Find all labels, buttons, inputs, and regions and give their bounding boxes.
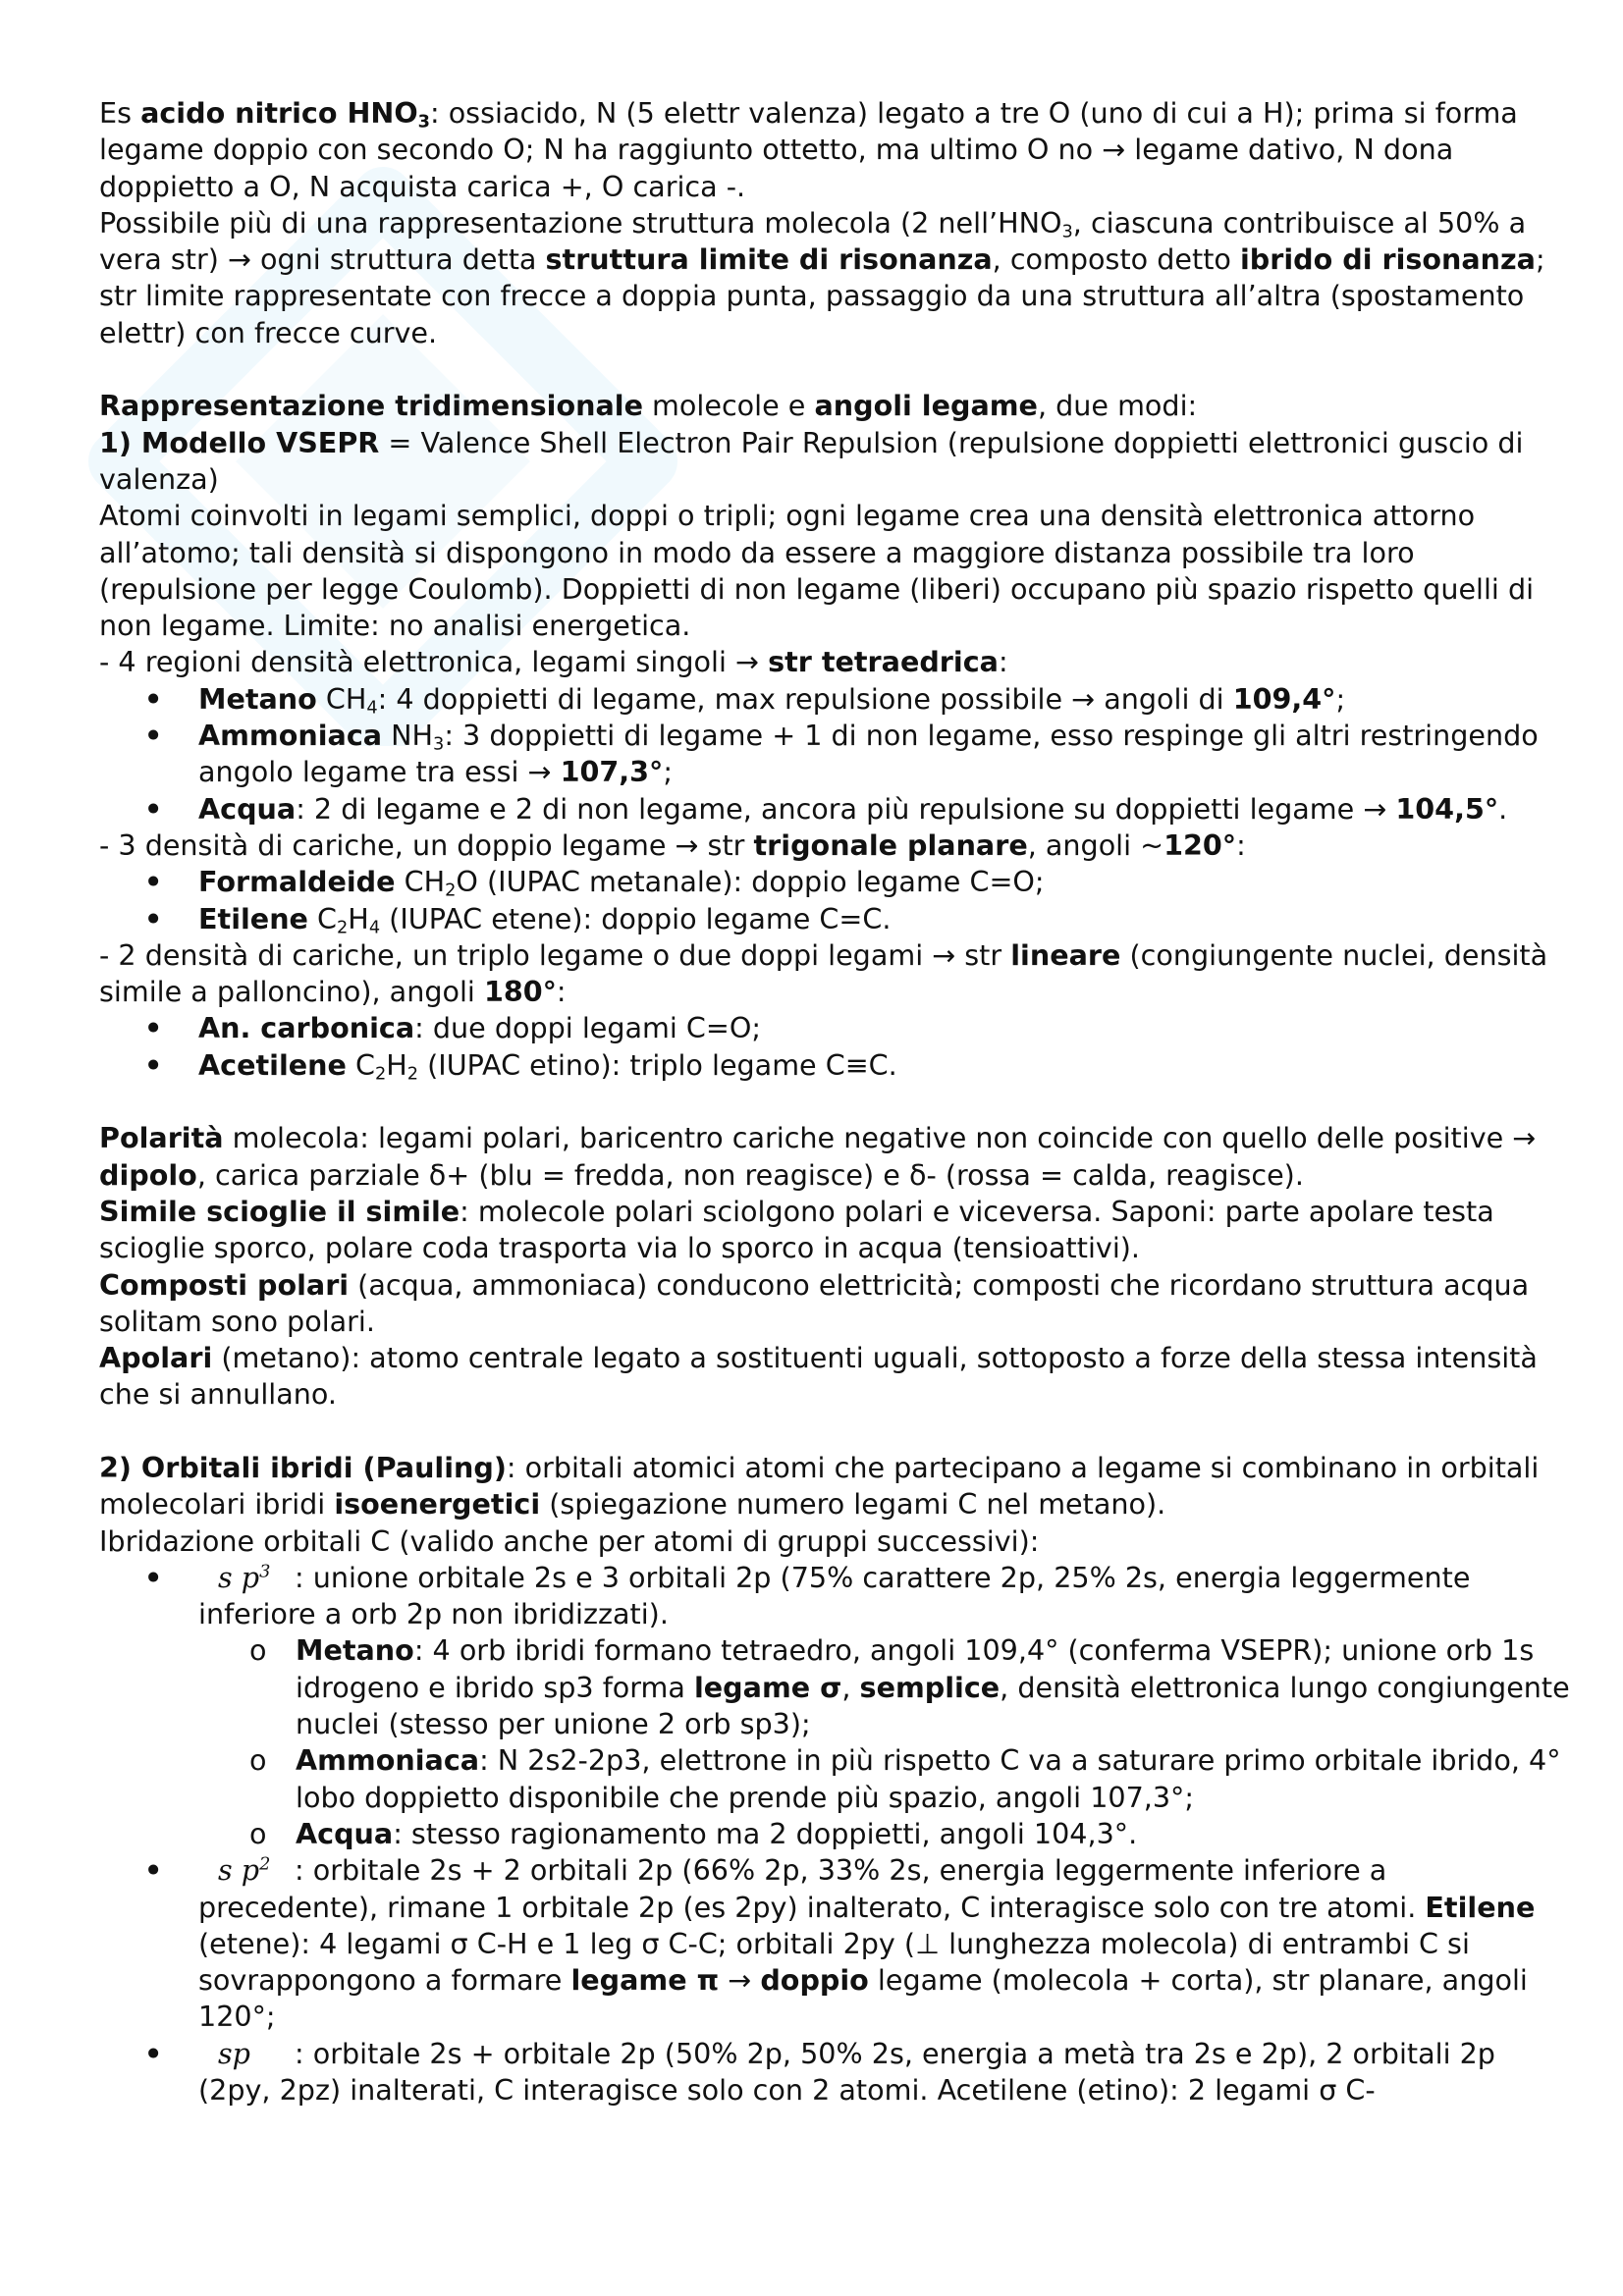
bold-text: doppio xyxy=(760,1963,869,1998)
text: (etene): 4 legami σ C-H e 1 leg σ C-C; orbitali 2py (⊥ lunghezza molecola) di entrambi C si sovrappongono a formare xyxy=(198,1926,1470,1998)
text: , due modi: xyxy=(1037,389,1198,423)
bold-text: legame π xyxy=(570,1963,720,1998)
text: (spiegazione numero legami C nel metano). xyxy=(540,1487,1166,1522)
subscript: 2 xyxy=(374,1064,387,1085)
text: Es xyxy=(99,96,141,130)
bold-text: 180° xyxy=(483,975,557,1009)
list-item-an-carbonica xyxy=(99,1010,1572,1046)
text: : xyxy=(998,645,1008,679)
list-item-metano xyxy=(99,681,1572,718)
subscript: 2 xyxy=(406,1064,419,1085)
bold-text: Metano xyxy=(296,1633,414,1668)
bold-text: Metano xyxy=(198,681,317,716)
text: , carica parziale δ+ (blu = fredda, non reagisce) e δ- (rossa = calda, reagisce). xyxy=(196,1157,1304,1192)
bold-text: 120° xyxy=(1163,828,1237,862)
superscript: 3 xyxy=(259,1562,271,1582)
subscript: 3 xyxy=(433,734,445,755)
paragraph-polarita xyxy=(99,1120,1572,1194)
text: CH xyxy=(316,681,367,716)
sublist-item-metano xyxy=(197,1632,1572,1742)
text: : unione orbitale 2s e 3 orbitali 2p (75% carattere 2p, 25% 2s, energia leggermente inferiore a orb 2p non ibridizzati). xyxy=(198,1560,1471,1631)
subscript: 3 xyxy=(1061,222,1073,242)
text: Atomi coinvolti in legami semplici, doppi o tripli; ogni legame crea una densità elettronica attorno all’atomo; tali densità si dispongono in modo da essere a maggiore distanza possibile tra loro (repulsione per legge Coulomb). Doppietti di non legame (liberi) occupano più spazio rispetto quelli di non legame. Limite: no analisi energetica. xyxy=(99,499,1535,643)
bold-text: Simile scioglie il simile xyxy=(99,1194,460,1228)
bold-text: Etilene xyxy=(198,901,308,935)
tetrahedral-list xyxy=(99,681,1572,828)
text: : orbitale 2s + 2 orbitali 2p (66% 2p, 33% 2s, energia leggermente inferiore a precedente), rimane 1 orbitale 2p (es 2py) inalterato, C interagisce solo con tre atomi. xyxy=(198,1853,1426,1924)
text: : stesso ragionamento ma 2 doppietti, angoli 104,3°. xyxy=(393,1816,1138,1850)
list-item-sp3 xyxy=(99,1560,1572,1852)
subscript: 3 xyxy=(417,112,430,133)
list-item-etilene xyxy=(99,901,1572,937)
text: ; xyxy=(1335,681,1346,716)
bold-text: An. carbonica xyxy=(198,1011,415,1045)
text: Possibile più di una rappresentazione struttura molecola (2 nell’HNO xyxy=(99,205,1062,240)
bold-text: Polarità xyxy=(99,1121,224,1155)
text: : 4 doppietti di legame, max repulsione possibile → angoli di xyxy=(377,681,1233,716)
list-item-acqua xyxy=(99,791,1572,828)
superscript: 2 xyxy=(259,1854,271,1875)
blank-line xyxy=(99,351,1572,388)
subscript: 4 xyxy=(366,698,378,719)
paragraph-vsepr-title xyxy=(99,425,1572,499)
text: : due doppi legami C=O; xyxy=(414,1011,761,1045)
subscript: 2 xyxy=(445,881,457,901)
paragraph-3d-representation xyxy=(99,388,1572,424)
text: : 2 di legame e 2 di non legame, ancora più repulsione su doppietti legame → xyxy=(296,791,1396,826)
text: : 4 orb ibridi formano tetraedro, angoli 109,4° (conferma VSEPR); unione orb 1s idrogeno e ibrido sp3 forma xyxy=(296,1633,1535,1704)
text: legame (molecola + corta), str planare, angoli 120°; xyxy=(198,1963,1528,2034)
text: : N 2s2-2p3, elettrone in più rispetto C va a saturare primo orbitale ibrido, 4° lobo doppietto disponibile che prende più spazio, angoli 107,3°; xyxy=(296,1743,1561,1814)
sp3-formula xyxy=(198,1560,295,1596)
formula-text: s p xyxy=(218,1560,260,1594)
paragraph-hno3 xyxy=(99,95,1572,205)
list-item-formaldeide xyxy=(99,864,1572,900)
paragraph-resonance xyxy=(99,205,1572,351)
text: : ossiacido, N (5 elettr valenza) legato a tre O (uno di cui a H); prima si forma legame doppio con secondo O; N ha raggiunto ottetto, ma ultimo O no → legame dativo, N dona doppietto a O, N acquista carica +, O carica -. xyxy=(99,96,1518,203)
bold-text: ibrido di risonanza xyxy=(1240,242,1536,277)
bold-text: Etilene xyxy=(1425,1890,1536,1924)
bold-text: Composti polari xyxy=(99,1267,350,1302)
text: (IUPAC etino): triplo legame C≡C. xyxy=(418,1047,897,1082)
text: - 2 densità di cariche, un triplo legame o due doppi legami → str xyxy=(99,937,1011,972)
bold-text: isoenergetici xyxy=(334,1487,541,1522)
paragraph-tetrahedral xyxy=(99,644,1572,680)
bold-text: lineare xyxy=(1010,937,1121,972)
bold-text: Acqua xyxy=(198,791,297,826)
subscript: 4 xyxy=(368,917,381,937)
bold-text: struttura limite di risonanza xyxy=(545,242,993,277)
text: CH xyxy=(395,865,446,899)
bold-text: acido nitrico HNO xyxy=(140,96,418,130)
blank-line xyxy=(99,1414,1572,1450)
text: ; str limite rappresentate con frecce a doppia punta, passaggio da una struttura all’altra (spostamento elettr) con frecce curve. xyxy=(99,242,1545,349)
paragraph-trigonal xyxy=(99,828,1572,864)
sp-formula xyxy=(198,2036,295,2072)
text: molecole e xyxy=(642,389,815,423)
text: : orbitali atomici atomi che partecipano a legame si combinano in orbitali molecolari ibridi xyxy=(99,1450,1540,1522)
paragraph-composti-polari xyxy=(99,1267,1572,1341)
text: : xyxy=(1236,828,1246,862)
document-page xyxy=(99,95,1572,2109)
paragraph-linear xyxy=(99,937,1572,1011)
text: . xyxy=(1498,791,1508,826)
bold-text: Rappresentazione tridimensionale xyxy=(99,389,643,423)
text: , xyxy=(841,1670,860,1704)
text: , ciascuna contribuisce al 50% a vera str) → ogni struttura detta xyxy=(99,205,1527,277)
text: , angoli ~ xyxy=(1027,828,1164,862)
text: : 3 doppietti di legame + 1 di non legame, esso respinge gli altri restringendo angolo legame tra essi → xyxy=(198,719,1539,789)
text: - 3 densità di cariche, un doppio legame → str xyxy=(99,828,754,862)
paragraph-apolari xyxy=(99,1340,1572,1414)
subscript: 2 xyxy=(337,917,349,937)
text: , densità elettronica lungo congiungente nuclei (stesso per unione 2 orb sp3); xyxy=(296,1670,1570,1741)
bold-text: Ammoniaca xyxy=(296,1743,480,1778)
sublist-item-ammoniaca xyxy=(197,1742,1572,1816)
bold-text: 2) Orbitali ibridi (Pauling) xyxy=(99,1450,507,1484)
text: : molecole polari sciolgono polari e viceversa. Saponi: parte apolare testa scioglie sporco, polare coda trasporta via lo sporco in acqua (tensioattivi). xyxy=(99,1194,1494,1265)
text: : orbitale 2s + orbitale 2p (50% 2p, 50% 2s, energia a metà tra 2s e 2p), 2 orbitali 2p (2py, 2pz) inalterati, C interagisce solo con 2 atomi. Acetilene (etino): 2 legami σ C- xyxy=(198,2036,1495,2108)
text: (IUPAC etene): doppio legame C=C. xyxy=(380,901,892,935)
hybridization-list xyxy=(99,1560,1572,2109)
text: (congiungente nuclei, densità simile a palloncino), angoli xyxy=(99,937,1548,1009)
text: H xyxy=(348,901,369,935)
list-item-acetilene xyxy=(99,1047,1572,1084)
list-item-sp xyxy=(99,2036,1572,2109)
text: : xyxy=(556,975,567,1009)
text: Ibridazione orbitali C (valido anche per atomi di gruppi successivi): xyxy=(99,1523,1040,1558)
bold-text: 109,4° xyxy=(1232,681,1336,716)
sublist-item-acqua xyxy=(197,1816,1572,1852)
list-item-ammoniaca xyxy=(99,718,1572,791)
bold-text: dipolo xyxy=(99,1157,197,1192)
text: → xyxy=(719,1963,761,1998)
bold-text: trigonale planare xyxy=(753,828,1028,862)
bold-text: angoli legame xyxy=(814,389,1038,423)
text: NH xyxy=(382,719,434,753)
bold-text: 107,3° xyxy=(560,755,664,789)
text: O (IUPAC metanale): doppio legame C=O; xyxy=(456,865,1045,899)
paragraph-orbitali-ibridi xyxy=(99,1450,1572,1523)
bold-text: str tetraedrica xyxy=(768,645,999,679)
text: (acqua, ammoniaca) conducono elettricità; composti che ricordano struttura acqua solitam sono polari. xyxy=(99,1267,1530,1338)
text: molecola: legami polari, baricentro cariche negative non coincide con quello delle positive → xyxy=(223,1121,1537,1155)
text: C xyxy=(346,1047,375,1082)
blank-line xyxy=(99,1084,1572,1120)
paragraph-simile xyxy=(99,1194,1572,1267)
bold-text: semplice xyxy=(859,1670,1001,1704)
bold-text: 1) Modello VSEPR xyxy=(99,425,380,459)
sp2-formula xyxy=(198,1852,295,1889)
bold-text: Acetilene xyxy=(198,1047,347,1082)
bold-text: Acqua xyxy=(296,1816,394,1850)
trigonal-list xyxy=(99,864,1572,937)
bold-text: Formaldeide xyxy=(198,865,396,899)
paragraph-ibridazione xyxy=(99,1523,1572,1560)
sp3-sublist xyxy=(198,1632,1572,1852)
bold-text: 104,5° xyxy=(1395,791,1499,826)
bold-text: Apolari xyxy=(99,1341,213,1375)
formula-text: s p xyxy=(218,1853,260,1888)
linear-list xyxy=(99,1010,1572,1084)
bold-text: legame σ xyxy=(693,1670,842,1704)
text: , composto detto xyxy=(992,242,1240,277)
text: H xyxy=(386,1047,407,1082)
text: C xyxy=(307,901,338,935)
text: (metano): atomo centrale legato a sostituenti uguali, sottoposto a forze della stessa intensità che si annullano. xyxy=(99,1341,1538,1412)
text: - 4 regioni densità elettronica, legami singoli → xyxy=(99,645,769,679)
list-item-sp2 xyxy=(99,1852,1572,2035)
formula-text: sp xyxy=(218,2036,250,2070)
text: ; xyxy=(663,755,673,789)
bold-text: Ammoniaca xyxy=(198,719,383,753)
paragraph-vsepr-body xyxy=(99,498,1572,644)
text: = Valence Shell Electron Pair Repulsion (repulsione doppietti elettronici guscio di valenza) xyxy=(99,425,1524,496)
